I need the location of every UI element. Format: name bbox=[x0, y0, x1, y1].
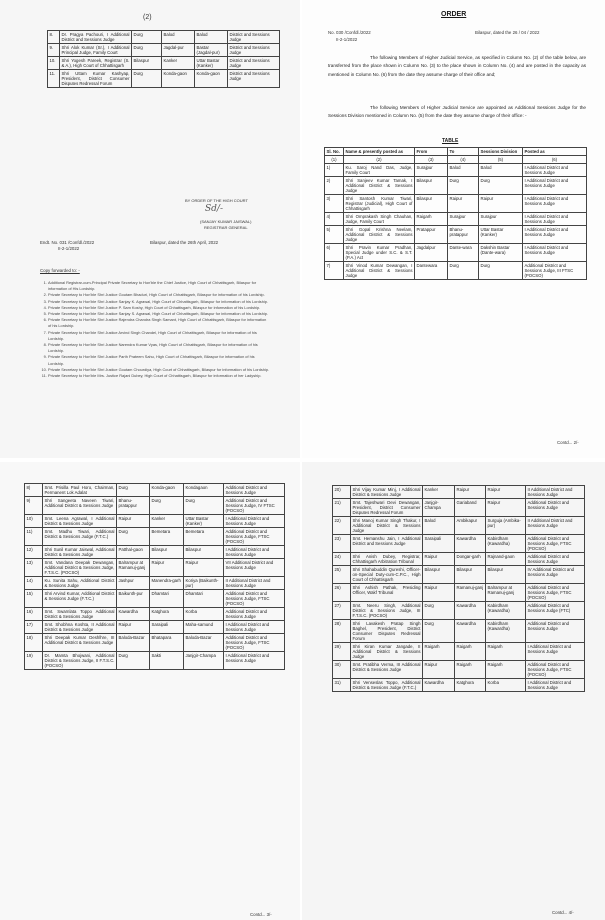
division-cell: Raipur bbox=[479, 195, 523, 213]
table-row bbox=[48, 70, 280, 88]
name-cell: Smt. Prisilla Paul Horo, Chairman, Permanent Lok Adalat bbox=[44, 485, 115, 495]
from-cell: Kanker bbox=[423, 486, 455, 499]
continued-note: Contd... 4/- bbox=[552, 910, 574, 915]
name-cell: Shri Pravin Kumar Pradhan, Special Judge under S.C. & S.T. (P.A.) Act bbox=[345, 245, 413, 260]
header-sl-no: Sl. No. bbox=[325, 148, 344, 156]
table-row bbox=[25, 528, 285, 546]
sl-no-cell: 19) bbox=[25, 652, 43, 670]
posted-as-cell: I Additional District and Sessions Judge bbox=[523, 213, 587, 226]
to-cell: Bhanu-pratappur bbox=[448, 226, 479, 244]
posted-as-cell: District and Sessions Judge bbox=[228, 44, 280, 57]
signature: Sd/- bbox=[205, 204, 223, 214]
sl-no-cell: 6) bbox=[325, 244, 344, 262]
from-cell: Janjgir-Champa bbox=[423, 499, 455, 517]
order-date: Bilaspur, dated the 26 / 04 / 2022 bbox=[475, 30, 540, 35]
from-cell: Baikunth-pur bbox=[117, 590, 150, 608]
copy-list-item: 6. Private Secretary to Hon'ble Shri Justice Rajendra Chandra Singh Samant, High Court of Chhattisgarh, Bilaspur for information of his Lordship. bbox=[48, 317, 270, 329]
to-cell: Durg bbox=[150, 497, 184, 515]
sl-no-cell: 13) bbox=[25, 559, 43, 577]
order-paragraph-1: The following Members of Higher Judicial Service, as specified in Column No. (2) of the table below, are transferred from the place shown in Column No. (3) to the place shown in Column No. (4) and are posted in the capacity as mentioned in Column No. (6) from the date they assume charge of their office and; bbox=[328, 55, 586, 77]
posted-as-cell: I Additional District and Sessions Judge bbox=[224, 652, 285, 670]
to-cell: Jagdal-pur bbox=[162, 44, 195, 57]
name-cell: Shri Gopal Krishna Neelam, Additional District & Sessions Judge bbox=[345, 227, 413, 242]
to-cell: Sakti bbox=[150, 652, 184, 670]
to-cell: Dhamtari bbox=[150, 590, 184, 608]
to-cell: Kawardha bbox=[455, 602, 486, 620]
to-cell: Kawardha bbox=[455, 535, 486, 553]
from-cell: Jashpur bbox=[117, 577, 150, 590]
from-cell: Bilaspur bbox=[415, 177, 448, 195]
sl-no-cell: 22) bbox=[333, 517, 351, 535]
to-cell: Bhatapara bbox=[150, 634, 184, 652]
signatory-title: REGISTRAR GENERAL bbox=[204, 225, 248, 230]
division-cell: Raigarh bbox=[486, 643, 526, 661]
from-cell: Baloda-Bazar bbox=[117, 634, 150, 652]
order-paragraph-2: The following Members of Higher Judicial Service are appointed as Additional Sessions Judge for the Sessions Division mentioned in Column No. (5) from the date they assume charge of their office: - bbox=[328, 105, 586, 119]
table-row bbox=[325, 195, 587, 213]
col-num: (6) bbox=[523, 156, 587, 164]
from-cell: Patthal-gaon bbox=[117, 546, 150, 559]
posted-as-cell: Additional District and Sessions Judge (FTC) bbox=[526, 602, 585, 620]
table-row bbox=[325, 262, 587, 280]
sl-no-cell: 23) bbox=[333, 535, 351, 553]
from-cell: Raipur bbox=[423, 584, 455, 602]
copy-list-item: 7. Private Secretary to Hon'ble Shri Justice Arvind Singh Chandel, High Court of Chhattisgarh, Bilaspur for information of his Lordship. bbox=[48, 330, 270, 342]
posted-as-cell: I Additional District and Sessions Judge bbox=[523, 164, 587, 177]
to-cell: Raipur bbox=[150, 559, 184, 577]
posted-as-cell: I Additional District and Sessions Judge bbox=[523, 244, 587, 262]
table-row bbox=[333, 553, 585, 566]
name-cell: Smt. Hemanshu Jain, I Additional District and Sessions Judge bbox=[351, 535, 423, 553]
table-row bbox=[333, 566, 585, 584]
sl-no-cell: 31) bbox=[333, 679, 351, 692]
copy-list-item: 3. Private Secretary to Hon'ble Shri Justice Sanjay K. Agrawal, High Court of Chhattisgarh, Bilaspur for information of his Lordship. bbox=[48, 299, 270, 305]
table-row bbox=[25, 577, 285, 590]
sl-no-cell: 14) bbox=[25, 577, 43, 590]
name-cell: Shri Sanjeev Kumar Tamak, I Additional District & Sessions Judge bbox=[345, 178, 413, 193]
posted-as-cell: IV Additional District and Sessions Judge bbox=[526, 566, 585, 584]
name-cell: Smt. Leena Agrawal, I Additional District & Sessions Judge bbox=[44, 516, 115, 526]
sl-no-cell: 1) bbox=[325, 164, 344, 177]
order-number: No. 030 /Confdl./2022 bbox=[328, 30, 371, 35]
name-cell: Shri Arvind Kumar, Additional District & Sessions Judge (F.T.C.) bbox=[43, 590, 117, 608]
posted-as-cell: VII Additional District and Sessions Judge bbox=[224, 559, 285, 577]
from-cell: Bhanu-pratappur bbox=[117, 497, 150, 515]
to-cell: Kawardha bbox=[455, 620, 486, 643]
table-row bbox=[325, 244, 587, 262]
posted-as-cell: Additional District and Sessions Judge bbox=[526, 499, 585, 517]
table-row bbox=[325, 164, 587, 177]
posted-as-cell: Additional District and Sessions Judge, IV FTSC (POCSO) bbox=[224, 497, 285, 515]
from-cell: Raipur bbox=[423, 553, 455, 566]
sl-no-cell: 5) bbox=[325, 226, 344, 244]
sl-no-cell: 17) bbox=[25, 621, 43, 634]
division-cell: Kondagaon bbox=[184, 484, 224, 497]
division-cell: Janjgir-Champa bbox=[184, 652, 224, 670]
to-cell: Dante-wara bbox=[448, 244, 479, 262]
posted-as-cell: I Additional District and Sessions Judge bbox=[224, 546, 285, 559]
table-row bbox=[325, 213, 587, 226]
to-cell: Bemetara bbox=[150, 528, 184, 546]
to-cell: Raipur bbox=[455, 486, 486, 499]
table-row bbox=[48, 31, 280, 44]
copy-list-item: 1. Additional Registrar-cum-Principal Private Secretary to Hon'ble the Chief Justice, High Court of Chhattisgarh, Bilaspur for information of His Lordship. bbox=[48, 280, 270, 292]
to-cell: Dongar-garh bbox=[455, 553, 486, 566]
by-order-line: BY ORDER OF THE HIGH COURT bbox=[185, 198, 248, 203]
name-cell: Shri Sunil Kumar Jaiswal, Additional District & Sessions Judge bbox=[44, 547, 115, 557]
continuation-table bbox=[47, 30, 280, 88]
posted-as-cell: Additional District and Sessions Judge, FTSC (POCSO) bbox=[526, 584, 585, 602]
header-sessions-division: Sessions Division bbox=[479, 148, 523, 156]
name-cell: Shri Yogesh Pareek, Registrar (S. & A.), High Court of Chhattisgarh bbox=[61, 58, 130, 68]
from-cell: Durg bbox=[132, 31, 162, 44]
from-cell: Jagdalpur bbox=[415, 244, 448, 262]
name-cell: Shri Alok Kumar (Sr.), I Additional Principal Judge, Family Court bbox=[61, 45, 130, 55]
page-number: (2) bbox=[143, 14, 152, 21]
from-cell: Kawardha bbox=[423, 679, 455, 692]
name-cell: Shri Kiran Kumar Jangade, II Additional District & Sessions Judge bbox=[352, 644, 421, 659]
copy-list-item: 9. Private Secretary to Hon'ble Shri Justice Parth Prateem Sahu, High Court of Chhattisgarh, Bilaspur for information of his Lordship. bbox=[48, 354, 270, 366]
signatory-name: (SANJAY KUMAR JAISWAL) bbox=[200, 219, 252, 224]
table-row bbox=[333, 486, 585, 499]
continued-note: Contd... 2/- bbox=[557, 440, 579, 445]
table-row bbox=[25, 652, 285, 670]
sl-no-cell: 30) bbox=[333, 661, 351, 679]
name-cell: Smt. Neeru Singh, Additional District & Sessions Judge, III F.T.S.C. (POCSO) bbox=[352, 603, 421, 618]
to-cell: Durg bbox=[448, 177, 479, 195]
copy-list-item: 5. Private Secretary to Hon'ble Shri Justice Sanjay S. Agrawal, High Court of Chhattisgarh, Bilaspur for information of his Lordship. bbox=[48, 311, 270, 317]
table-row bbox=[333, 517, 585, 535]
copy-list-item: 4. Private Secretary to Hon'ble Shri Justice P. Sam Koshy, High Court of Chhattisgarh, Bilaspur for information of his Lordship. bbox=[48, 305, 270, 311]
header-from: From bbox=[415, 148, 448, 156]
sl-no-cell: 26) bbox=[333, 584, 351, 602]
name-cell: Shri Deepak Kumar Deshlhre, III Additional District & Sessions Judge bbox=[43, 634, 117, 652]
sl-no-cell: 7) bbox=[325, 262, 344, 280]
posted-as-cell: I Additional District and Sessions Judge bbox=[224, 621, 285, 634]
posted-as-cell: II Additional District and Sessions Judge bbox=[224, 577, 285, 590]
copy-list bbox=[40, 280, 270, 379]
to-cell: Bilaspur bbox=[150, 546, 184, 559]
from-cell: Raigarh bbox=[415, 213, 448, 226]
col-num: (4) bbox=[448, 156, 479, 164]
sl-no-cell: 25) bbox=[333, 566, 351, 584]
division-cell: Raigarh bbox=[486, 661, 526, 679]
from-cell: Pratappur bbox=[415, 226, 448, 244]
sl-no-cell: 24) bbox=[333, 553, 351, 566]
table-row bbox=[325, 177, 587, 195]
name-cell: Smt. Pratibha Verma, III Additional District & Sessions Judge bbox=[351, 661, 423, 679]
document-page-3 bbox=[0, 462, 300, 920]
division-cell: Bilaspur bbox=[184, 546, 224, 559]
division-cell: Kabirdham (Kawardha) bbox=[486, 620, 526, 643]
name-cell: Ku. Saroj Nand Das, Judge, Family Court bbox=[345, 165, 413, 175]
name-cell: Shri Vinod Kumar Dewangan, I Additional District & Sessions Judge bbox=[345, 263, 413, 278]
to-cell: Raigarh bbox=[455, 643, 486, 661]
table-row bbox=[25, 590, 285, 608]
copy-list-item: 8. Private Secretary to Hon'ble Shri Justice Narendra Kumar Vyas, High Court of Chhattisgarh, Bilaspur for information of his Lordship. bbox=[48, 342, 270, 354]
to-cell: Durg bbox=[448, 262, 479, 280]
to-cell: Ramanuj-ganj bbox=[455, 584, 486, 602]
name-cell: Dr. Pragya Pachouri, I Additional District and Sessions Judge bbox=[61, 32, 130, 42]
posted-as-cell: I Additional District and Sessions Judge bbox=[523, 195, 587, 213]
sl-no-cell: 10) bbox=[25, 515, 43, 528]
posted-as-cell: I Additional District and Sessions Judge bbox=[526, 679, 585, 692]
division-cell: Balod bbox=[195, 31, 228, 44]
to-cell: Katghora bbox=[455, 679, 486, 692]
posted-as-cell: Additional District and Sessions Judge, III FTSC (POCSO) bbox=[523, 262, 587, 280]
division-cell: Durg bbox=[479, 177, 523, 195]
table-row bbox=[25, 546, 285, 559]
from-cell: Raipur bbox=[423, 661, 455, 679]
table-row bbox=[333, 584, 585, 602]
division-cell: Bilaspur bbox=[486, 566, 526, 584]
division-cell: Bastar (Jagdal-pur) bbox=[195, 44, 228, 57]
division-cell: Korba bbox=[486, 679, 526, 692]
to-cell: Kanker bbox=[162, 57, 195, 70]
from-cell: Raipur bbox=[117, 621, 150, 634]
sl-no-cell: 2) bbox=[325, 177, 344, 195]
table-row bbox=[25, 515, 285, 528]
sl-no-cell: 8) bbox=[25, 484, 43, 497]
name-cell: Smt. Madhu Tiwari, Additional District & Sessions Judge (F.T.C.) bbox=[43, 528, 117, 546]
header-name: Name & presently posted as bbox=[344, 148, 415, 156]
from-cell: Raipur bbox=[117, 515, 150, 528]
from-cell: Balod bbox=[423, 517, 455, 535]
document-page-4 bbox=[302, 462, 605, 920]
name-cell: Shri Shahabuddin Qureshi, Officer-on-Special Duty-cum-C.P.C., High Court of Chhattisgarh bbox=[352, 567, 421, 582]
from-cell: Dantewara bbox=[415, 262, 448, 280]
posted-as-cell: Additional District and Sessions Judge, FTSC (POCSO) bbox=[224, 634, 285, 652]
sl-no-cell: 4) bbox=[325, 213, 344, 226]
posted-as-cell: Additional District and Sessions Judge, FTSC (POCSO) bbox=[224, 590, 285, 608]
from-cell: Raigarh bbox=[423, 643, 455, 661]
from-cell: Durg bbox=[117, 652, 150, 670]
from-cell: Surajpur bbox=[415, 164, 448, 177]
division-cell: Uttar Bastar (Kanker) bbox=[479, 226, 523, 244]
continued-note: Contd... 3/- bbox=[250, 912, 272, 917]
sl-no-cell: 18) bbox=[25, 634, 43, 652]
table-row bbox=[25, 608, 285, 621]
table-row bbox=[25, 621, 285, 634]
division-cell: Kabirdham (Kawardha) bbox=[486, 602, 526, 620]
division-cell: Durg bbox=[479, 262, 523, 280]
division-cell: Balod bbox=[479, 164, 523, 177]
transfer-table-continued bbox=[24, 483, 285, 670]
sl-no-cell: 20) bbox=[333, 486, 351, 499]
from-cell: Durg bbox=[423, 620, 455, 643]
to-cell: Raipur bbox=[448, 195, 479, 213]
division-cell: Konda-gaon bbox=[195, 70, 228, 88]
division-cell: Dakshin Bastar (Dante-wara) bbox=[479, 244, 523, 262]
sl-no-cell: 9. bbox=[48, 44, 60, 57]
name-cell: Shri Venseslas Toppo, Additional District & Sessions Judge (F.T.C.) bbox=[352, 680, 421, 690]
document-page-1 bbox=[0, 0, 300, 458]
division-cell: Bemetara bbox=[184, 528, 224, 546]
division-cell: Durg bbox=[184, 497, 224, 515]
to-cell: Balod bbox=[448, 164, 479, 177]
table-row bbox=[333, 679, 585, 692]
posted-as-cell: District and Sessions Judge bbox=[228, 31, 280, 44]
endorsement-number: Endt. No. 031 /Confdl./2022 bbox=[40, 240, 95, 245]
division-cell: Dhamtari bbox=[184, 590, 224, 608]
sl-no-cell: 8. bbox=[48, 31, 60, 44]
sl-no-cell: 21) bbox=[333, 499, 351, 517]
table-header-row bbox=[325, 148, 587, 156]
name-cell: Shri Sangeeta Naveen Tiwari, Additional District & Sessions Judge bbox=[43, 497, 117, 515]
from-cell: Bilaspur bbox=[423, 566, 455, 584]
division-cell: Surajpur bbox=[479, 213, 523, 226]
to-cell: Surajpur bbox=[448, 213, 479, 226]
division-cell: Uttar Bastar (Kanker) bbox=[195, 57, 228, 70]
name-cell: Dr. Mamta Bhojwani, Additional District & Sessions Judge, II F.T.S.C. (POCSO) bbox=[44, 653, 115, 668]
name-cell: Shri Vijay Kumar Minj, I Additional District & Sessions Judge bbox=[352, 487, 421, 497]
table-row bbox=[333, 643, 585, 661]
from-cell: Kawardha bbox=[117, 608, 150, 621]
posted-as-cell: Additional District and Sessions Judge, FTSC (POCSO) bbox=[224, 528, 285, 546]
name-cell: Shri Uttam Kumar Kashyap, President, District Consumer Disputes Redressal Forum bbox=[61, 71, 130, 86]
table-row bbox=[25, 634, 285, 652]
sl-no-cell: 28) bbox=[333, 620, 351, 643]
header-posted-as: Posted as bbox=[523, 148, 587, 156]
copy-list-item: 11. Private Secretary to Hon'ble Mrs. Justice Rajani Dubey, High Court of Chhattisgarh, Bilaspur for information of her Ladyship. bbox=[48, 373, 270, 379]
transfer-table-continued bbox=[332, 485, 585, 692]
copy-list-item: 10. Private Secretary to Hon'ble Shri Justice Goutam Chourdiya, High Court of Chhattisgarh, Bilaspur for information of his Lordship. bbox=[48, 367, 270, 373]
division-cell: Maha-samund bbox=[184, 621, 224, 634]
posted-as-cell: District and Sessions Judge bbox=[228, 70, 280, 88]
division-cell: Uttar Bastar (Kanker) bbox=[184, 515, 224, 528]
col-num: (3) bbox=[415, 156, 448, 164]
from-cell: Balrampur at Ramanuj-ganj bbox=[117, 559, 150, 577]
posted-as-cell: I Additional District and Sessions Judge bbox=[224, 515, 285, 528]
posted-as-cell: I Additional District and Sessions Judge bbox=[523, 177, 587, 195]
posted-as-cell: Additional District and Sessions Judge bbox=[526, 553, 585, 566]
division-cell: Balrampur at Ramanuj-ganj bbox=[486, 584, 526, 602]
sl-no-cell: 9) bbox=[25, 497, 43, 515]
name-cell: Shri Ashish Pathak, Presiding Officer, Wakf Tribunal bbox=[351, 584, 423, 602]
posted-as-cell: Additional District and Sessions Judge bbox=[224, 608, 285, 621]
name-cell: Shri Manoj Kumar Singh Thakur, I Additional District & Sessions Judge bbox=[352, 518, 421, 533]
sl-no-cell: 15) bbox=[25, 590, 43, 608]
to-cell: Katghora bbox=[150, 608, 184, 621]
col-num: (1) bbox=[325, 156, 344, 164]
table-row bbox=[333, 499, 585, 517]
posted-as-cell: I Additional District and Sessions Judge bbox=[523, 226, 587, 244]
to-cell: Gariaband bbox=[455, 499, 486, 517]
col-num: (2) bbox=[344, 156, 415, 164]
table-row bbox=[333, 602, 585, 620]
order-reference: II-2-1/2022 bbox=[336, 37, 358, 42]
posted-as-cell: II Additional District and Sessions Judge bbox=[526, 517, 585, 535]
from-cell: Durg bbox=[132, 70, 162, 88]
to-cell: Konda-gaon bbox=[162, 70, 195, 88]
from-cell: Bilaspur bbox=[132, 57, 162, 70]
column-number-row bbox=[325, 156, 587, 164]
table-row bbox=[333, 620, 585, 643]
name-cell: Shri Santosh Kumar Tiwari, Registrar (Judicial), High Court of Chhattisgarh bbox=[345, 196, 413, 211]
order-title: ORDER bbox=[441, 11, 467, 18]
posted-as-cell: I Additional District and Sessions Judge bbox=[526, 643, 585, 661]
transfer-table bbox=[324, 147, 587, 280]
from-cell: Saraipali bbox=[423, 535, 455, 553]
division-cell: Kabirdham (Kawardha) bbox=[486, 535, 526, 553]
copy-forwarded-heading: Copy forwarded to: - bbox=[40, 268, 80, 273]
name-cell: Shri Omprakash Singh Chauhan, Judge, Family Court bbox=[345, 214, 413, 224]
posted-as-cell: Additional District and Sessions Judge bbox=[224, 484, 285, 497]
sl-no-cell: 11) bbox=[25, 528, 43, 546]
to-cell: Konda-gaon bbox=[150, 484, 184, 497]
from-cell: Durg bbox=[117, 484, 150, 497]
posted-as-cell: Additional District and Sessions Judge bbox=[526, 620, 585, 643]
to-cell: Ambikapur bbox=[455, 517, 486, 535]
division-cell: Raipur bbox=[184, 559, 224, 577]
name-cell: Smt. Shobhna Koshta, II Additional District & Sessions Judge bbox=[44, 622, 115, 632]
sl-no-cell: 10. bbox=[48, 57, 60, 70]
from-cell: Durg bbox=[132, 44, 162, 57]
col-num: (5) bbox=[479, 156, 523, 164]
to-cell: Manendra-garh bbox=[150, 577, 184, 590]
endorsement-date: Bilaspur, dated the 26th April, 2022 bbox=[150, 240, 219, 245]
sl-no-cell: 16) bbox=[25, 608, 43, 621]
table-row bbox=[25, 559, 285, 577]
document-page-2 bbox=[302, 0, 605, 458]
division-cell: Rajnand-gaon bbox=[486, 553, 526, 566]
table-row bbox=[25, 497, 285, 515]
header-to: To bbox=[448, 148, 479, 156]
name-cell: Smt. Tajeshwari Devi Dewangan, President, District Consumer Disputes Redressal Forum bbox=[352, 500, 421, 515]
sl-no-cell: 12) bbox=[25, 546, 43, 559]
division-cell: Raipur bbox=[486, 499, 526, 517]
endorsement-reference: II-2-1/2022 bbox=[58, 246, 80, 251]
division-cell: Surguja (Ambika-pur) bbox=[486, 517, 526, 535]
table-row bbox=[48, 44, 280, 57]
division-cell: Korba bbox=[184, 608, 224, 621]
from-cell: Bilaspur bbox=[415, 195, 448, 213]
sl-no-cell: 11. bbox=[48, 70, 60, 88]
to-cell: Saraipali bbox=[150, 621, 184, 634]
from-cell: Durg bbox=[423, 602, 455, 620]
table-row bbox=[333, 661, 585, 679]
copy-list-item: 2. Private Secretary to Hon'ble Shri Justice Goutam Bhaduri, High Court of Chhattisgarh, Bilaspur for information of his Lordship. bbox=[48, 292, 270, 298]
table-row bbox=[325, 226, 587, 244]
name-cell: Smt. Swarnlata Toppo Additional District & Sessions Judge bbox=[44, 609, 115, 619]
name-cell: Ku. Sunita Sahu, Additional District & Sessions Judge bbox=[44, 578, 115, 588]
posted-as-cell: Additional District and Sessions Judge, FTSC (POCSO) bbox=[526, 661, 585, 679]
name-cell: Shri Lavakesh Pratap Singh Baghel, President, District Consumer Disputes Redressal Forum bbox=[352, 621, 421, 641]
to-cell: Kanker bbox=[150, 515, 184, 528]
division-cell: Raipur bbox=[486, 486, 526, 499]
table-row bbox=[333, 535, 585, 553]
table-row bbox=[48, 57, 280, 70]
table-title: TABLE bbox=[442, 138, 459, 144]
name-cell: Shri Anish Dubey, Registrar, Chhattisgarh Arbitration Tribunal bbox=[352, 554, 421, 564]
to-cell: Raigarh bbox=[455, 661, 486, 679]
posted-as-cell: Additional District and Sessions Judge, FTSC (POCSO) bbox=[526, 535, 585, 553]
to-cell: Balod bbox=[162, 31, 195, 44]
to-cell: Bilaspur bbox=[455, 566, 486, 584]
from-cell: Durg bbox=[117, 528, 150, 546]
sl-no-cell: 29) bbox=[333, 643, 351, 661]
posted-as-cell: District and Sessions Judge bbox=[228, 57, 280, 70]
division-cell: Baloda-Bazar bbox=[184, 634, 224, 652]
sl-no-cell: 27) bbox=[333, 602, 351, 620]
table-row bbox=[25, 484, 285, 497]
division-cell: Koriya (Baikunth-pur) bbox=[184, 577, 224, 590]
name-cell: Smt. Vandana Deepak Dewangan, Additional District & Sessions Judge, F.T.S.C. (POCSO) bbox=[44, 560, 115, 575]
posted-as-cell: II Additional District and Sessions Judge bbox=[526, 486, 585, 499]
sl-no-cell: 3) bbox=[325, 195, 344, 213]
